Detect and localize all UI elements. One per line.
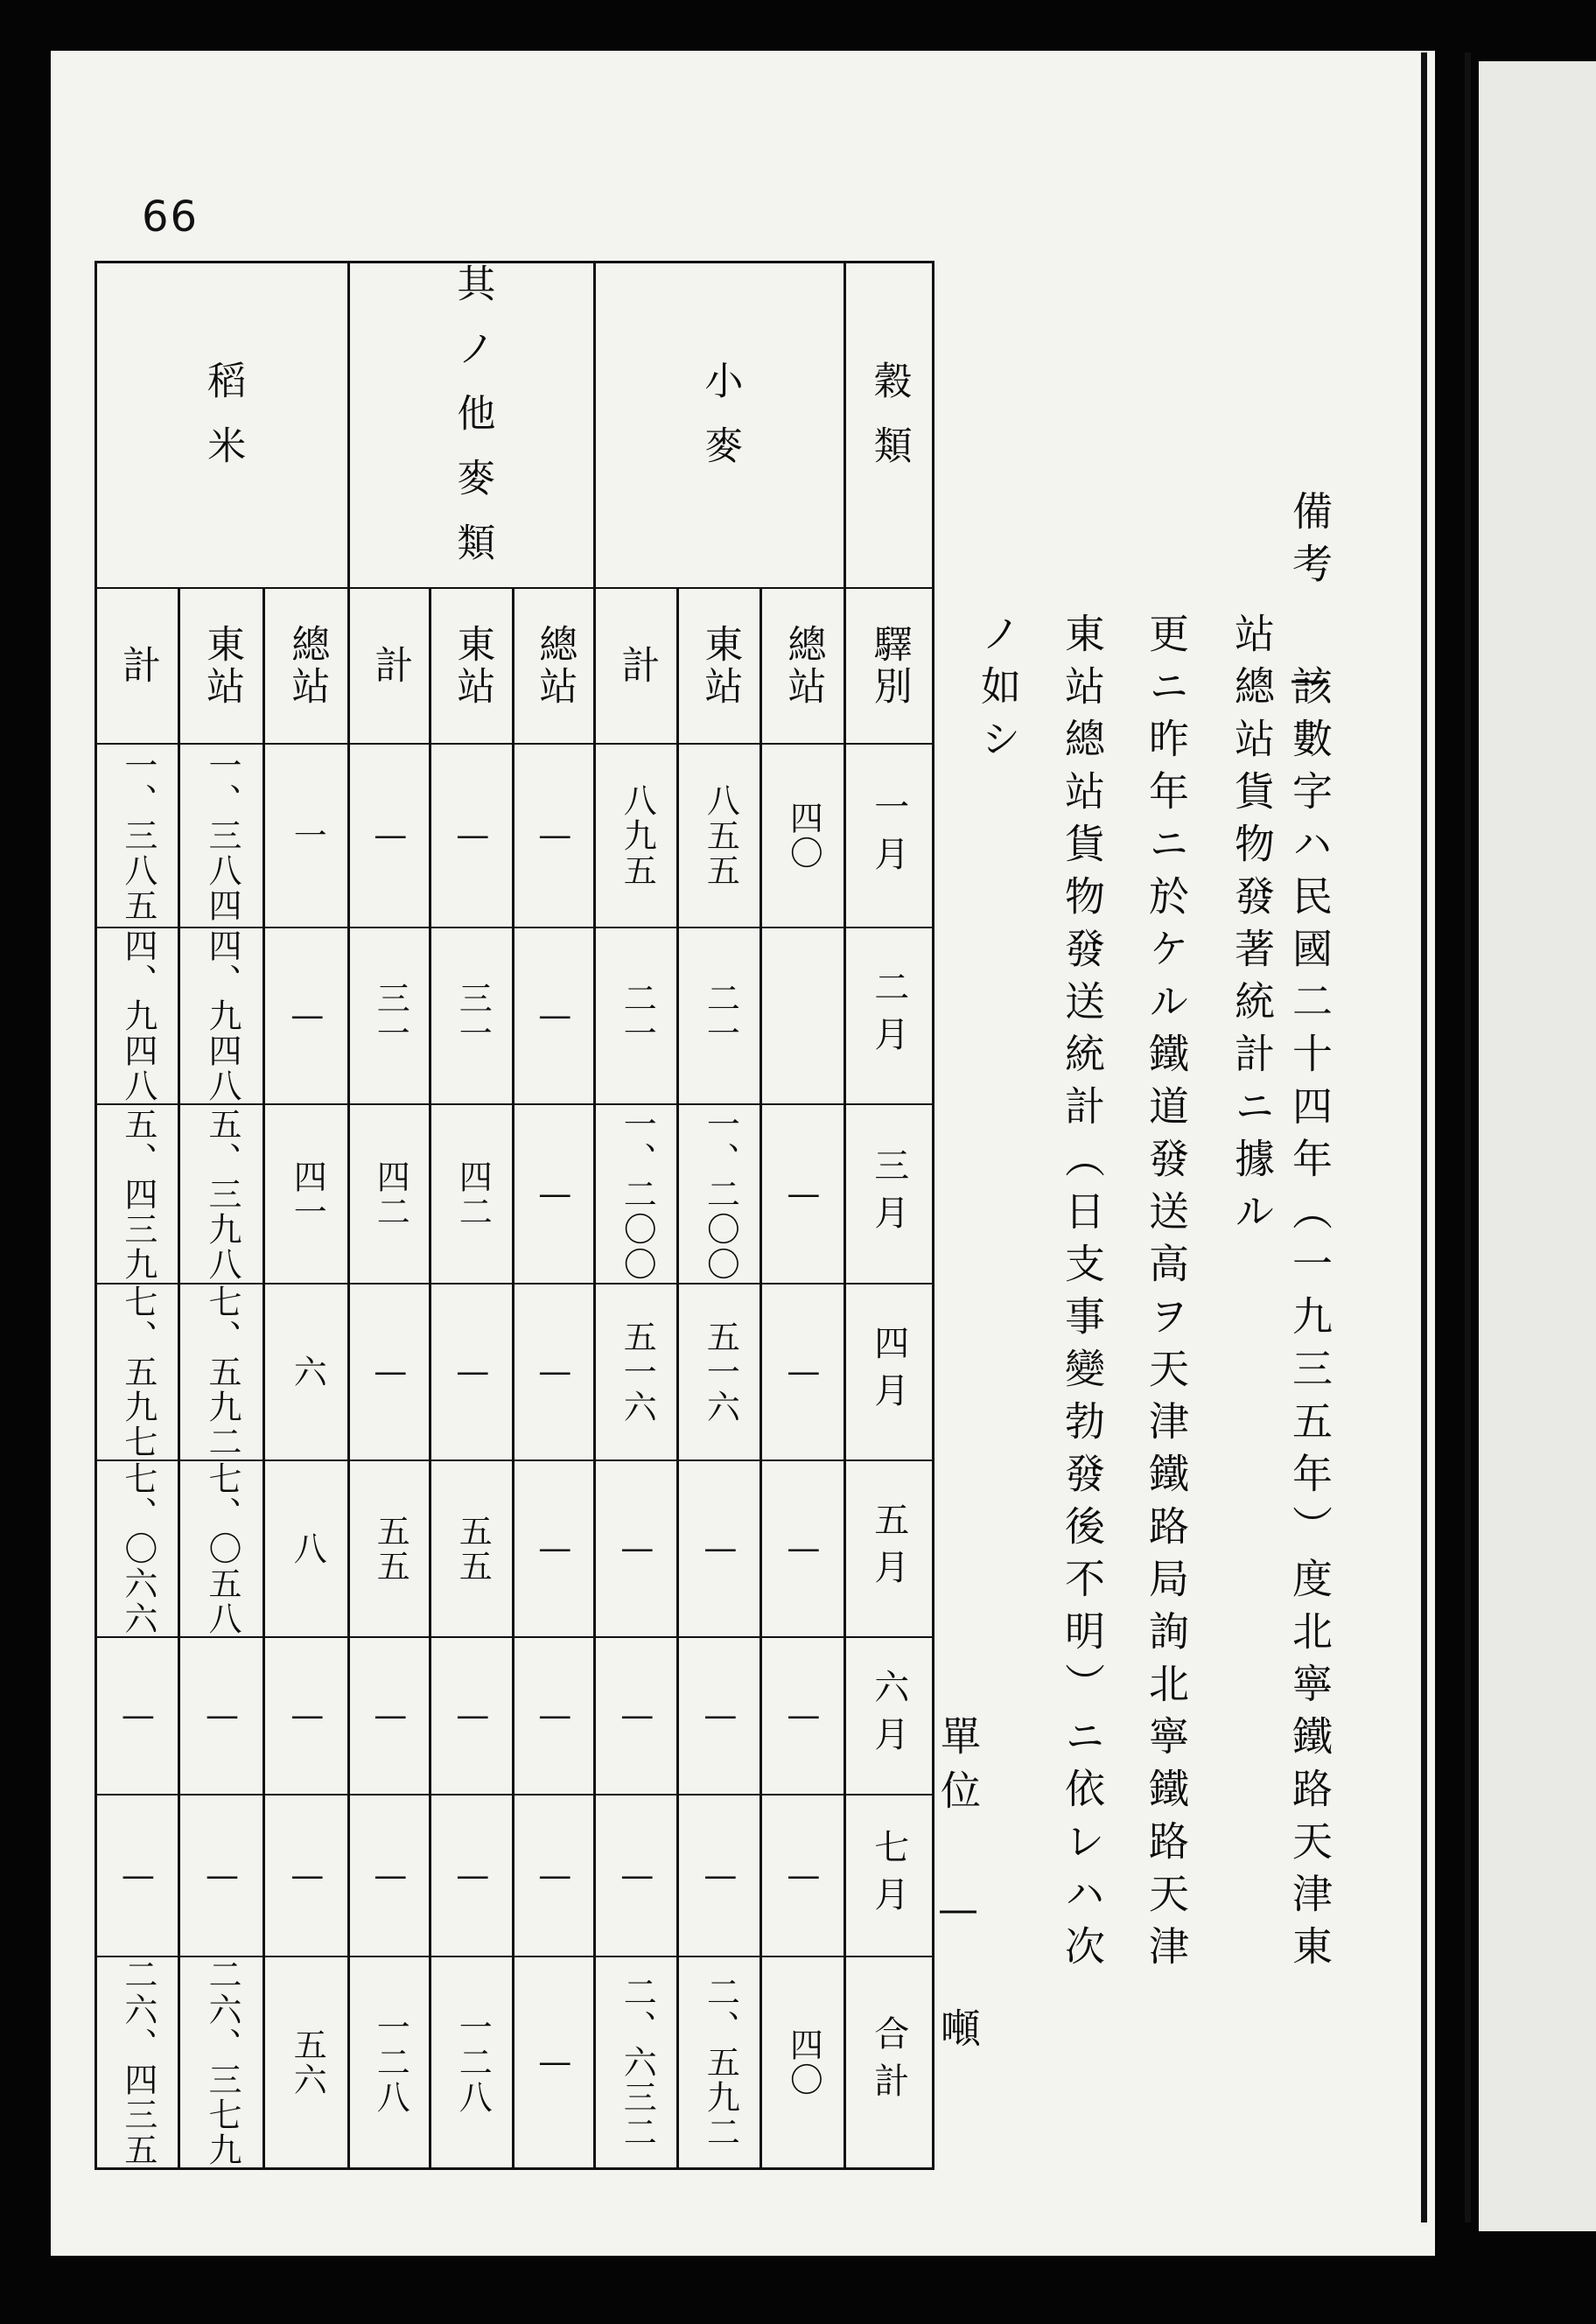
table-cell: — (678, 1460, 761, 1637)
table-row (96, 1956, 934, 2169)
table-cell: — (761, 1104, 844, 1284)
group-header-0: 小麥 (595, 262, 844, 589)
table-row (96, 1104, 934, 1284)
station-header: 總站 (264, 588, 349, 744)
table-cell: — (349, 1284, 430, 1460)
table-cell: 六 (264, 1284, 349, 1460)
note-line: 東站總站貨物發送統計（日支事變勃發後不明）ニ依レハ次 (1059, 612, 1106, 1978)
table-cell: 三一 (349, 928, 430, 1104)
table-cell: — (514, 744, 595, 928)
table-cell: 一、二〇〇 (678, 1104, 761, 1284)
crop-header: 穀類 (844, 262, 934, 589)
table-cell: — (264, 1795, 349, 1956)
table-cell: 七、五九二 (179, 1284, 264, 1460)
group-header-2: 稻米 (96, 262, 349, 589)
table-row (96, 1460, 934, 1637)
page-edge-line (1421, 52, 1427, 2222)
table-row (96, 928, 934, 1104)
table-cell: — (349, 1795, 430, 1956)
table-cell: 二一 (678, 928, 761, 1104)
table-cell: 一、三八四 (179, 744, 264, 928)
month-cell: 二月 (844, 928, 934, 1104)
table-cell: — (430, 1637, 514, 1795)
station-header: 計 (349, 588, 430, 744)
table-cell: 一二八 (349, 1956, 430, 2169)
table-cell: — (514, 1956, 595, 2169)
station-header: 東站 (678, 588, 761, 744)
table-cell: — (514, 1795, 595, 1956)
month-cell: 五月 (844, 1460, 934, 1637)
month-header: 驛別 (844, 588, 934, 744)
table-cell: — (430, 1795, 514, 1956)
table-cell: 二六、四三五 (96, 1956, 179, 2169)
table-cell: — (595, 1637, 678, 1795)
note-line: 更ニ昨年ニ於ケル鐵道發送高ヲ天津鐵路局詢北寧鐵路天津 (1143, 612, 1190, 1978)
table-cell: — (761, 1460, 844, 1637)
note-line: 該數字ハ民國二十四年（一九三五年）度北寧鐵路天津東 (1286, 665, 1334, 1978)
station-header: 總站 (514, 588, 595, 744)
table-row (96, 1637, 934, 1795)
table-cell: — (264, 1637, 349, 1795)
table-cell: 七、五九七 (96, 1284, 179, 1460)
group-header-1: 其ノ他麥類 (349, 262, 595, 589)
table-cell: 七、〇五八 (179, 1460, 264, 1637)
table-row (96, 744, 934, 928)
month-cell: 合計 (844, 1956, 934, 2169)
note-line: 站總站貨物發著統計ニ據ル (1228, 612, 1276, 1242)
month-cell: 四月 (844, 1284, 934, 1460)
station-header: 東站 (430, 588, 514, 744)
table-cell: 一、三八五 (96, 744, 179, 928)
table-cell: — (349, 1637, 430, 1795)
table-cell: 八九五 (595, 744, 678, 928)
table-cell: — (514, 1460, 595, 1637)
unit-label: 單位 — 噸 (934, 1715, 982, 2062)
notes-label: 備考 — (1286, 490, 1334, 714)
table-cell: 二、五九二 (678, 1956, 761, 2169)
page-number: 66 (142, 192, 200, 242)
table-cell: 八五五 (678, 744, 761, 928)
table-cell: 五、三九八 (179, 1104, 264, 1284)
table-cell: 四二 (430, 1104, 514, 1284)
table-cell: 七、〇六六 (96, 1460, 179, 1637)
table-cell: 四二 (349, 1104, 430, 1284)
table-row (96, 1795, 934, 1956)
month-cell: 七月 (844, 1795, 934, 1956)
table-cell: — (96, 1795, 179, 1956)
table-cell: 四〇 (761, 744, 844, 928)
table-cell: 五六 (264, 1956, 349, 2169)
table-cell (761, 928, 844, 1104)
table-cell: 三一 (430, 928, 514, 1104)
table-cell: — (514, 1284, 595, 1460)
table-row (96, 1284, 934, 1460)
table-cell: 四一 (264, 1104, 349, 1284)
table-cell: 一二八 (430, 1956, 514, 2169)
table-cell: — (96, 1637, 179, 1795)
table-cell: 五五 (430, 1460, 514, 1637)
table-cell: 四〇 (761, 1956, 844, 2169)
table-cell: 五一六 (678, 1284, 761, 1460)
table-cell: 五五 (349, 1460, 430, 1637)
month-cell: 三月 (844, 1104, 934, 1284)
table-cell: — (761, 1795, 844, 1956)
note-line: ノ如シ (975, 612, 1022, 770)
table-cell: — (430, 1284, 514, 1460)
month-cell: 一月 (844, 744, 934, 928)
table-cell: 二六、三七九 (179, 1956, 264, 2169)
station-header: 總站 (761, 588, 844, 744)
station-header: 計 (595, 588, 678, 744)
table-cell: — (761, 1637, 844, 1795)
table-cell: 一、二〇〇 (595, 1104, 678, 1284)
table-cell: 二、六三二 (595, 1956, 678, 2169)
grain-shipment-table (94, 261, 934, 2170)
station-header: 東站 (179, 588, 264, 744)
table-cell: 四、九四八 (96, 928, 179, 1104)
table-cell: — (514, 1637, 595, 1795)
table-cell: — (179, 1795, 264, 1956)
table-cell: — (264, 928, 349, 1104)
table-cell: — (595, 1460, 678, 1637)
page-edge-line-right (1465, 52, 1471, 2222)
table-cell: — (349, 744, 430, 928)
table-cell: 八 (264, 1460, 349, 1637)
table-cell: — (179, 1637, 264, 1795)
table-cell: — (678, 1795, 761, 1956)
table-cell: — (514, 1104, 595, 1284)
station-header: 計 (96, 588, 179, 744)
table-cell: — (595, 1795, 678, 1956)
table-cell: 四、九四八 (179, 928, 264, 1104)
month-cell: 六月 (844, 1637, 934, 1795)
table-cell: — (514, 928, 595, 1104)
adjacent-page-strip (1479, 61, 1596, 2231)
table-cell: 五、四三九 (96, 1104, 179, 1284)
table-cell: 二一 (595, 928, 678, 1104)
table-cell: 一 (264, 744, 349, 928)
table-cell: — (761, 1284, 844, 1460)
table-cell: 五一六 (595, 1284, 678, 1460)
table-cell: — (678, 1637, 761, 1795)
table-cell: — (430, 744, 514, 928)
